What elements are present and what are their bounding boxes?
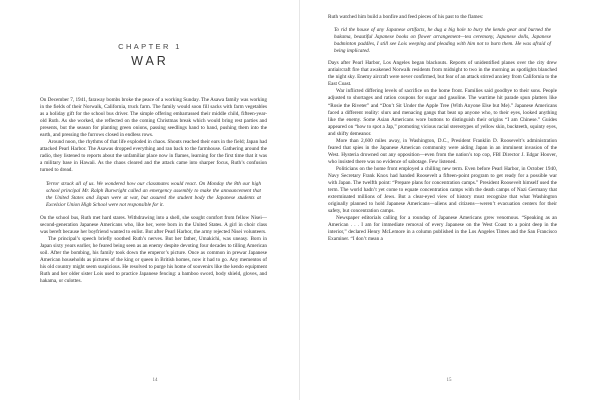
paragraph: On December 7, 1941, faraway bombs broke the peace of a working Sunday. The Asawa family was working in the fields of their Norwalk, California, truck farm. The family would soon fill sacks with farm vegetables as a holiday gift for the school bus driver. The simple offering embarrassed their middle child, fifteen-year-old Ruth. As she worked, she reflected on the coming Christmas break which would bring rest parties and presents, but the season for planting green onions, passing seedlings hand to hand, pushing them into the earth, and pressing the furrows closed in endless rows. <box>40 97 267 139</box>
page-number: 15 <box>446 378 452 383</box>
chapter-title: WAR <box>131 54 169 68</box>
paragraph: Ruth watched him build a bonfire and feed pieces of his past to the flames: <box>328 14 484 20</box>
left-page-body <box>40 97 267 285</box>
paragraph: Days after Pearl Harbor, Los Angeles began blackouts. Reports of unidentified planes over the city drew antiaircraft fire that awakened Norwalk residents from midnight to two in the morning as spotlights blanched the night sky. Enemy aircraft were never confirmed, but fear of an attack stirred anxiety from California to the East Coast. <box>328 60 557 88</box>
right-page-body <box>328 14 557 243</box>
paragraph: Newspaper editorials calling for a roundup of Japanese Americans grew venomous. “Speaking as an American . . . I am for immediate removal of every Japanese on the West Coast to a point deep in the interior,” declared Henry McLemore in a column published in the Los Angeles Times and the San Francisco Examiner. “I don’t mean a <box>328 215 557 243</box>
page-number: 14 <box>152 378 158 383</box>
paragraph: Around noon, the rhythms of that life exploded in chaos. Shouts reached their ears in the field; Japan had attacked Pearl Harbor. The Asawas dropped everything and ran back to the farmhouse. Gathering around the radio, they listened to reports about the unfamiliar place now in flames, learning for the first time that it was a military base in Hawaii. As the chaos cleared and the attack came into sharper focus, Ruth’s confusion turned to dread. <box>40 139 267 174</box>
paragraph: More than 2,600 miles away, in Washington, D.C., President Franklin D. Roosevelt’s administration feared that spies in the Japanese American community were aiding Japan in an imminent invasion of the West. Hysteria drowned out any opposition—even from the nation’s top cop, FBI Director J. Edgar Hoover, who insisted there was no evidence of sabotage. Few listened. <box>328 137 557 165</box>
paragraph: War inflicted differing levels of sacrifice on the home front. Families said goodbye to their sons. People adjusted to shortages and ration coupons for sugar and gasoline. The wartime hit parade spun platters like “Rosie the Riveter” and “Don’t Sit Under the Apple Tree (With Anyone Else but Me).” Japanese Americans faced a different reality: slurs and menacing gangs that beat up anyone who, to their eyes, looked anything like the enemy. Some Asian Americans wore buttons to distinguish their origins “I am Chinese.” Guides appeared on “how to spot a Jap,” promoting vicious racial stereotypes of yellow skin, buckteeth, squinty eyes, and shifty demeanor. <box>328 88 557 137</box>
block-quote: Terror struck all of us. We wondered how our classmates would react. On Monday the 8th our high school principal Mr. Ralph Burwright called an emergency assembly to make the announcement that the United States and Japan were at war, but assured the student body the Japanese students at Excelsior Union High School were not responsible for it. <box>46 180 261 208</box>
paragraph: The principal’s speech briefly soothed Ruth’s nerves. But her father, Umakichi, was uneasy. Born in Japan sixty years earlier, he feared being seen as an enemy despite devoting four decades to tilling American soil. After the bombing, his family took down the emperor’s picture. Once as common in prewar Japanese American households as pictures of the king or queen in British homes, now it had to go. Any mementos of his old country might seem suspicious. He resolved to purge his home of souvenirs like the kendo equipment Ruth and her older sister Lois used to practice Japanese fencing: a bamboo sword, body shield, gloves, and hakama, or culottes. <box>40 235 267 285</box>
paragraph: Politicians on the home front employed a chilling new term. Even before Pearl Harbor, in October 1940, Navy Secretary Frank Knox had handed Roosevelt a fifteen-point program to get ready for a possible war with Japan. The twelfth point: “Prepare plans for concentration camps.” President Roosevelt himself used the term. The world hadn’t yet come to equate concentration camps with the death camps of Nazi Germany that exterminated millions of Jews. But a clear-eyed view of history must recognize that what Washington originally planned to hold Japanese Americans—aliens and citizens—weren’t evacuation centers for their safety, but concentration camps. <box>328 165 557 215</box>
chapter-label: CHAPTER 1 <box>118 42 182 51</box>
chapter-heading <box>0 42 300 68</box>
block-quote: To rid the house of any Japanese artifacts, he dug a big hole to bury the kendo gear and burned the hakama, beautiful Japanese books on flower arrangement—tea ceremony, Japanese dolls, Japanese badminton paddles, I still see Lois weeping and pleading with him not to burn them. He was afraid of being implicated. <box>334 27 551 55</box>
paragraph: On the school bus, Ruth met hard stares. Withdrawing into a shell, she sought comfort from fellow Nisei—second-generation Japanese Americans who, like her, were born in the United States. A girl in choir class was bereft because her boyfriend wanted to enlist. But after Pearl Harbor, the army rejected Nisei volunteers. <box>40 214 267 235</box>
